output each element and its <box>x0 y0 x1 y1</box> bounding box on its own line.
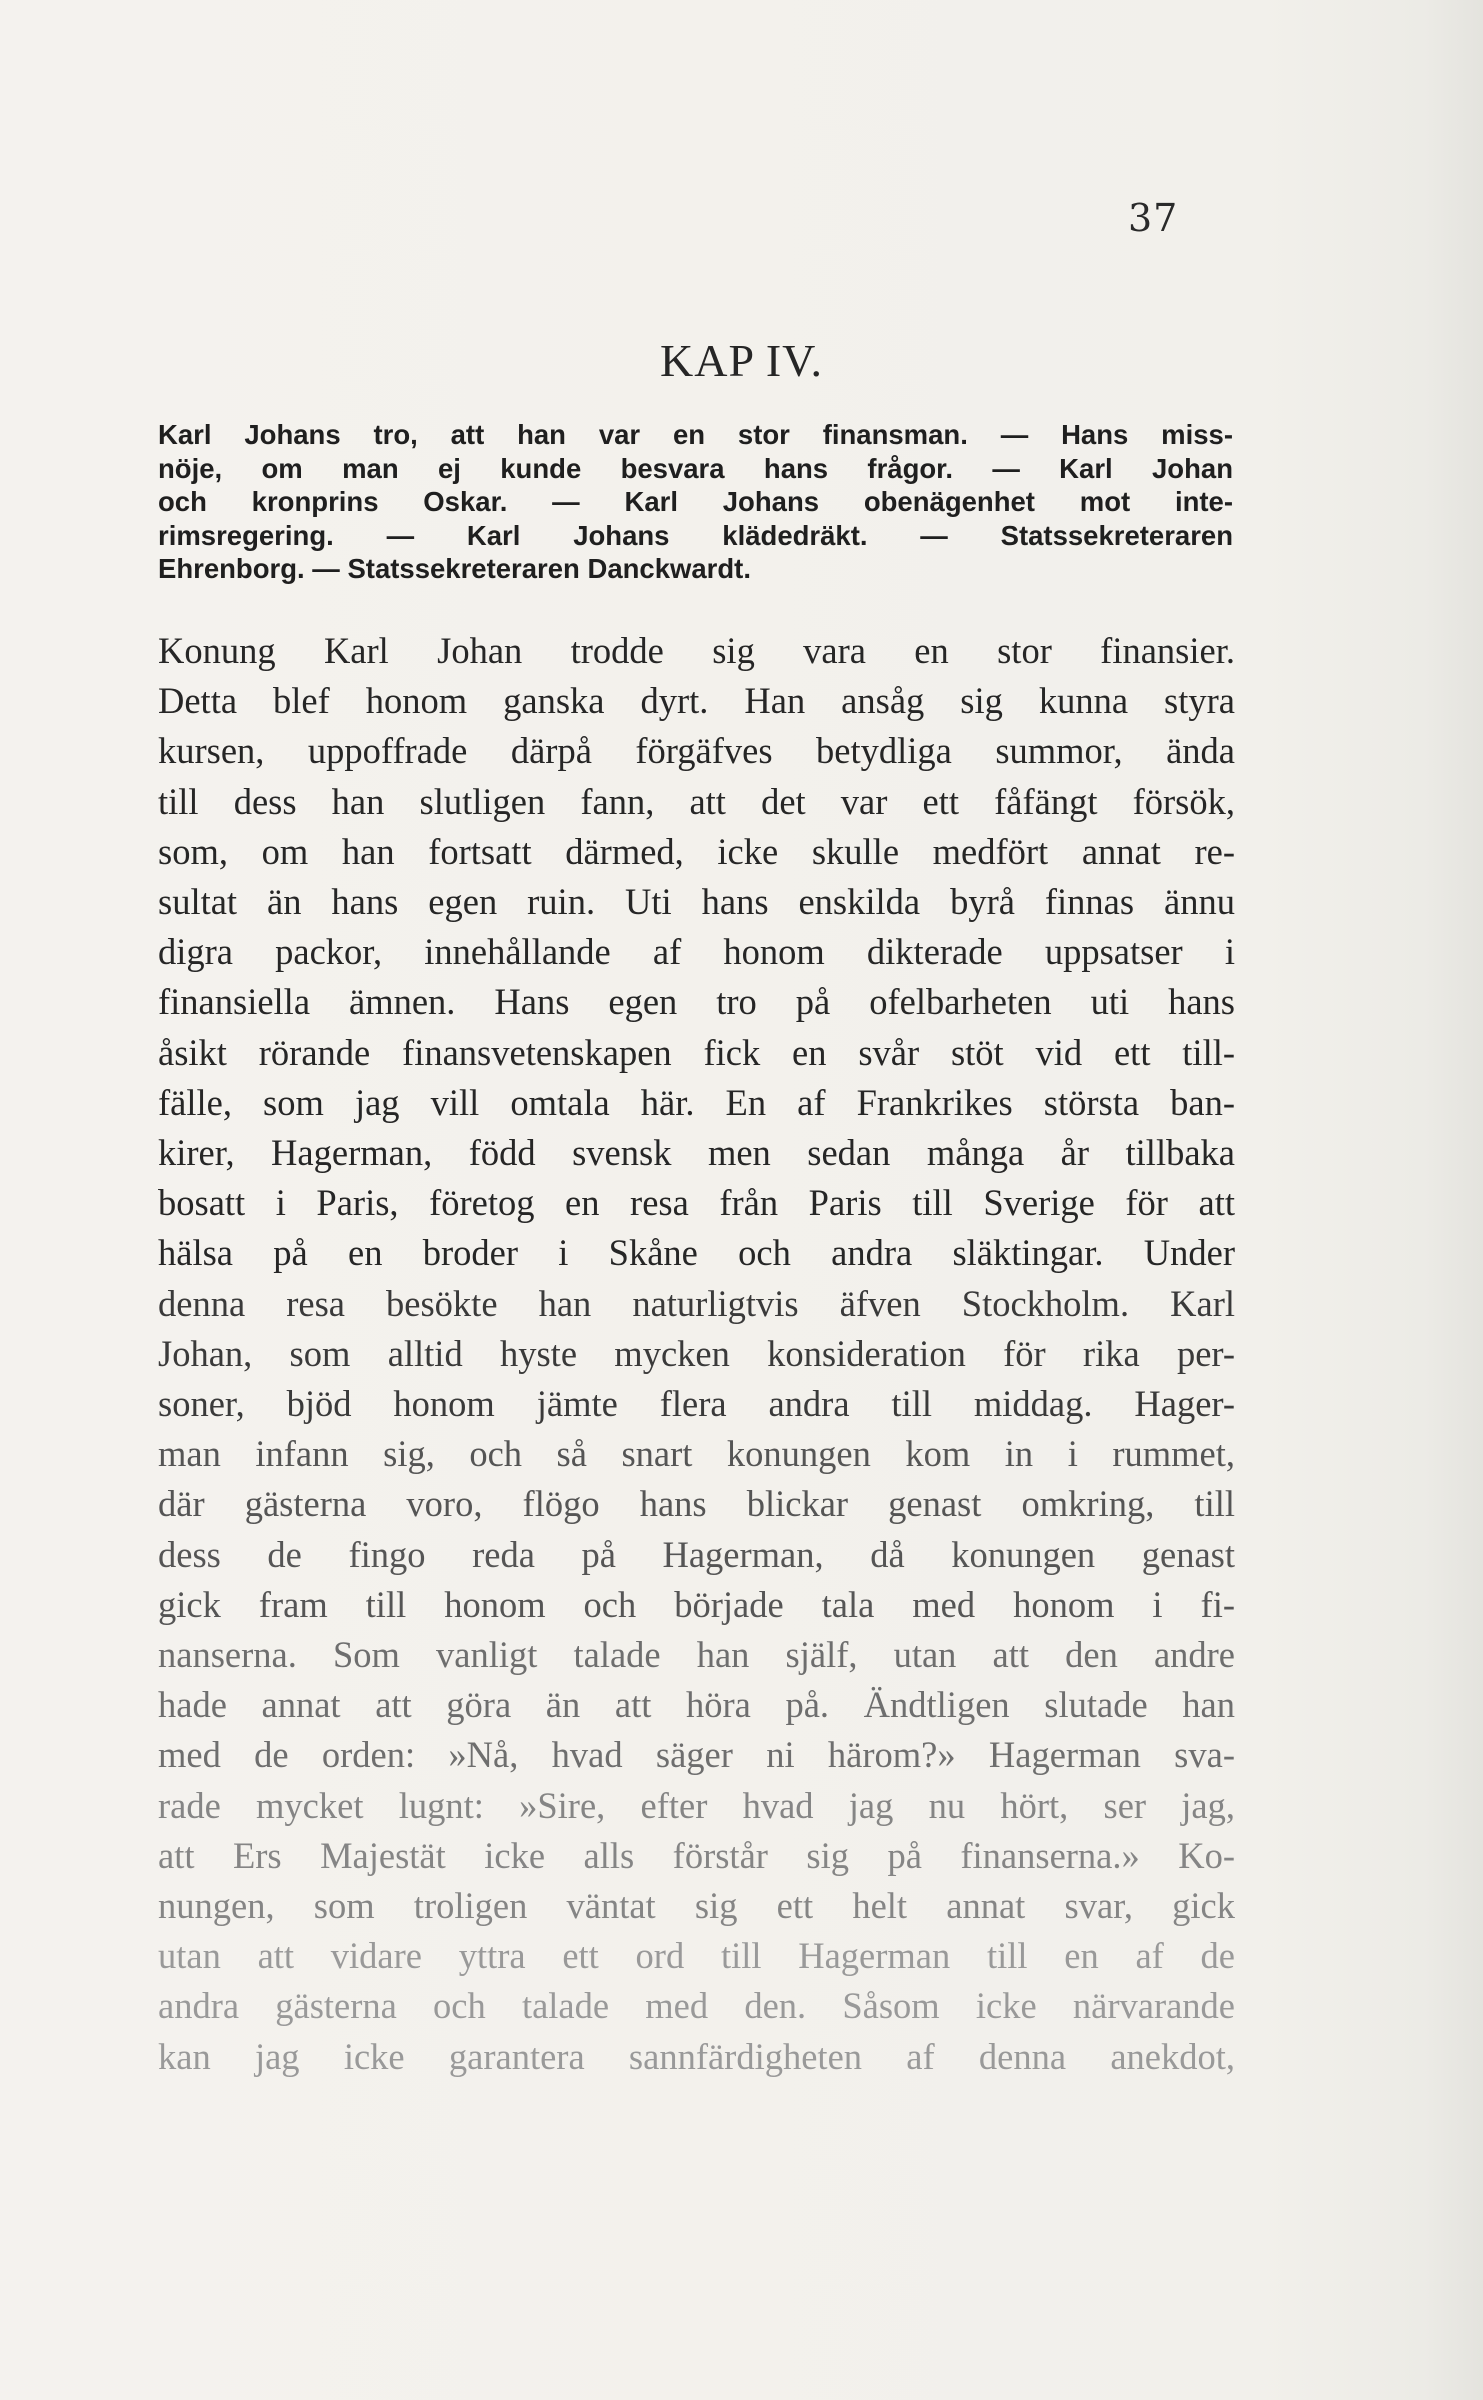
body-line: dess de fingo reda på Hagerman, då konungen genast <box>158 1533 1235 1575</box>
body-line: fälle, som jag vill omtala här. En af Frankrikes största ban- <box>158 1081 1235 1123</box>
body-line: finansiella ämnen. Hans egen tro på ofelbarheten uti hans <box>158 981 1235 1023</box>
page-number: 37 <box>1128 196 1179 240</box>
body-line: gick fram till honom och började tala med honom i fi- <box>158 1583 1235 1625</box>
body-line: denna resa besökte han naturligtvis äfven Stockholm. Karl <box>158 1282 1235 1324</box>
body-line: rade mycket lugnt: »Sire, efter hvad jag nu hört, ser jag, <box>158 1784 1235 1826</box>
body-line: kursen, uppoffrade därpå förgäfves betydliga summor, ända <box>158 730 1235 772</box>
body-line: hälsa på en broder i Skåne och andra släktingar. Under <box>158 1232 1235 1274</box>
body-line: kirer, Hagerman, född svensk men sedan många år tillbaka <box>158 1132 1235 1174</box>
body-line: man infann sig, och så snart konungen kom in i rummet, <box>158 1433 1235 1475</box>
chapter-title: KAP IV. <box>660 335 823 386</box>
body-line: med de orden: »Nå, hvad säger ni härom?» Hagerman sva- <box>158 1734 1235 1776</box>
body-line: att Ers Majestät icke alls förstår sig på finanserna.» Ko- <box>158 1834 1235 1876</box>
body-line: bosatt i Paris, företog en resa från Paris till Sverige för att <box>158 1182 1235 1224</box>
body-line: kan jag icke garantera sannfärdigheten af denna anekdot, <box>158 2035 1235 2077</box>
summary-line: och kronprins Oskar. — Karl Johans obenägenhet mot inte- <box>158 486 1233 517</box>
body-paragraph <box>158 626 1235 2082</box>
body-line: utan att vidare yttra ett ord till Hagerman till en af de <box>158 1935 1235 1977</box>
body-line: Johan, som alltid hyste mycken konsideration för rika per- <box>158 1332 1235 1374</box>
body-line: Konung Karl Johan trodde sig vara en stor finansier. <box>158 630 1235 671</box>
summary-line: nöje, om man ej kunde besvara hans frågor. — Karl Johan <box>158 452 1233 484</box>
body-line: andra gästerna och talade med den. Såsom icke närvarande <box>158 1985 1235 2027</box>
body-line: sultat än hans egen ruin. Uti hans enskilda byrå finnas ännu <box>158 881 1235 923</box>
body-line: Detta blef honom ganska dyrt. Han ansåg sig kunna styra <box>158 680 1235 722</box>
body-line: digra packor, innehållande af honom dikterade uppsatser i <box>158 931 1235 973</box>
body-line: åsikt rörande finansvetenskapen fick en svår stöt vid ett till- <box>158 1031 1235 1073</box>
body-line: där gästerna voro, flögo hans blickar genast omkring, till <box>158 1483 1235 1525</box>
summary-line: Karl Johans tro, att han var en stor finansman. — Hans miss- <box>158 419 1233 450</box>
summary-line: Ehrenborg. — Statssekreteraren Danckwardt. <box>158 553 751 584</box>
chapter-summary <box>158 418 1233 586</box>
body-line: soner, bjöd honom jämte flera andra till middag. Hager- <box>158 1383 1235 1425</box>
body-line: nanserna. Som vanligt talade han själf, utan att den andre <box>158 1634 1235 1676</box>
body-line: som, om han fortsatt därmed, icke skulle medfört annat re- <box>158 830 1235 872</box>
body-line: nungen, som troligen väntat sig ett helt annat svar, gick <box>158 1885 1235 1927</box>
body-line: hade annat att göra än att höra på. Ändtligen slutade han <box>158 1684 1235 1726</box>
body-line: till dess han slutligen fann, att det var ett fåfängt försök, <box>158 780 1235 822</box>
summary-line: rimsregering. — Karl Johans klädedräkt. — Statssekreteraren <box>158 519 1233 551</box>
